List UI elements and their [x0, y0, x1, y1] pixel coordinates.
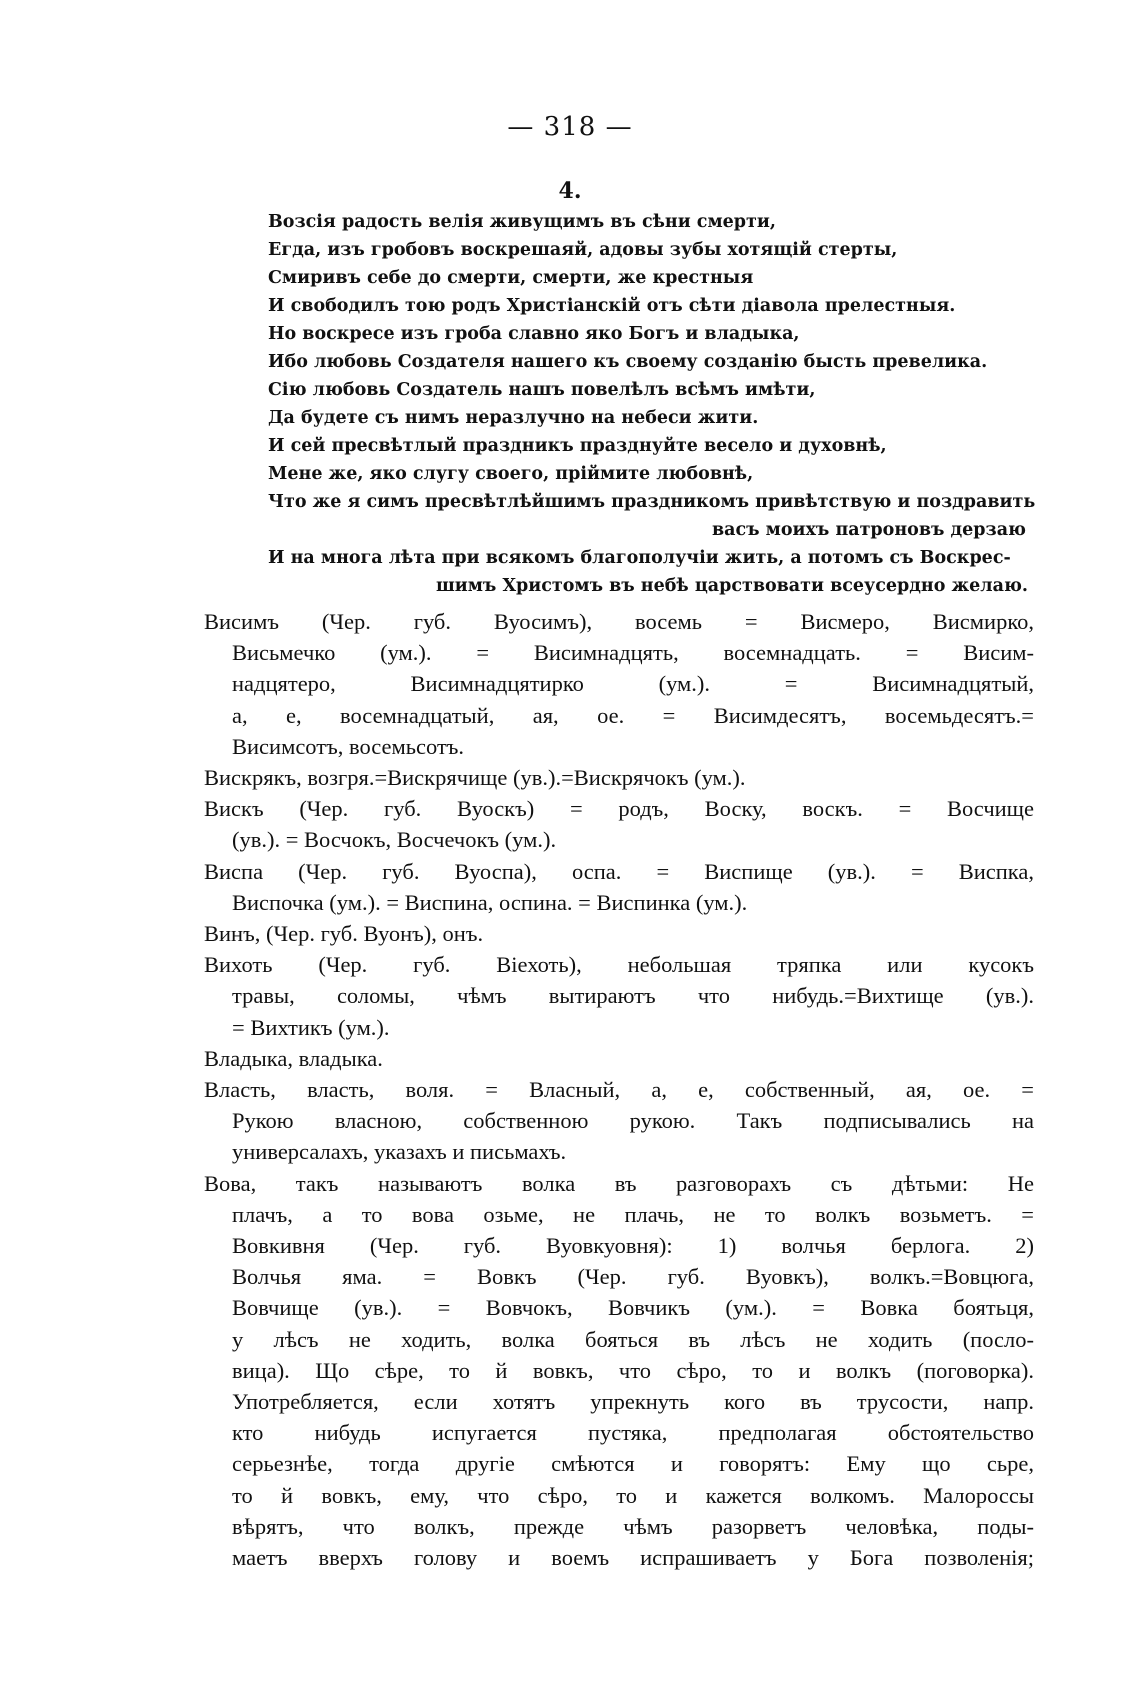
entry-line: Волчья яма. = Вовкъ (Чер. губ. Вуовкъ), волкъ.=Вовцюга, — [232, 1264, 1034, 1290]
entry-vikhot — [204, 949, 1034, 1043]
entry-visk — [204, 793, 1034, 855]
entry-visim — [204, 606, 1034, 762]
entry-line: плачъ, а то вова озьме, не плачь, не то волкъ возьметъ. = — [232, 1201, 1034, 1227]
poem-line: И на многа лѣта при всякомъ благополучіи жить, а потомъ съ Воскрес- — [268, 548, 1011, 568]
poem-line: Возсія радость велія живущимъ въ сѣни смерти, — [268, 212, 776, 232]
poem-line: шимъ Христомъ въ небѣ царствовати всеусердно желаю. — [435, 576, 1028, 596]
entry-line: травы, соломы, чѣмъ вытираютъ что нибудь.=Вихтище (ув.). — [232, 983, 1034, 1009]
entry-vladyka — [204, 1043, 1034, 1074]
entry-line: Власть, власть, воля. = Власный, а, е, собственный, ая, ое. = — [204, 1077, 1034, 1103]
entry-line: Вова, такъ называютъ волка въ разговорахъ съ дѣтьми: Не — [204, 1170, 1034, 1196]
entry-line: Виспа (Чер. губ. Вуоспа), оспа. = Виспище (ув.). = Виспка, — [204, 858, 1034, 884]
entry-line: (ув.). = Восчокъ, Восчечокъ (ум.). — [232, 827, 557, 853]
entry-vispa — [204, 856, 1034, 918]
entry-line: вица). Що сѣре, то й вовкъ, что сѣро, то и волкъ (поговорка). — [232, 1357, 1034, 1383]
poem-line: Егда, изъ гробовъ воскрешаяй, адовы зубы хотящій стерты, — [268, 240, 898, 260]
entry-line: Употребляется, если хотятъ упрекнуть кого въ трусости, напр. — [232, 1389, 1034, 1415]
entry-line: Вовчище (ув.). = Вовчокъ, Вовчикъ (ум.). = Вовка боятьця, — [232, 1295, 1034, 1321]
poem-line: Ибо любовь Создателя нашего къ своему созданію бысть превелика. — [268, 352, 988, 372]
entry-vin — [204, 918, 1034, 949]
entry-line: = Вихтикъ (ум.). — [232, 1014, 390, 1040]
entry-line: Вискъ (Чер. губ. Вуоскъ) = родъ, Воску, воскъ. = Восчище — [204, 796, 1034, 822]
poem-line: И свободилъ тою родъ Христіанскій отъ сѣти діавола прелестныя. — [268, 296, 956, 316]
entry-line: Висимсотъ, восемьсотъ. — [232, 733, 465, 759]
poem-line: Да будете съ нимъ неразлучно на небеси жити. — [268, 408, 759, 428]
entry-line: Висимъ (Чер. губ. Вуосимъ), восемь = Висмеро, Висмирко, — [204, 609, 1034, 634]
dictionary-entries — [204, 606, 1034, 1573]
poem — [268, 208, 1036, 600]
entry-line: Висьмечко (ум.). = Висимнадцять, восемнадцать. = Висим- — [232, 640, 1034, 666]
poem-line: Что же я симъ пресвѣтлѣйшимъ праздникомъ привѣтствую и поздравить — [268, 492, 1036, 512]
entry-vlast — [204, 1074, 1034, 1168]
poem-line: И сей пресвѣтлый праздникъ празднуйте весело и духовнѣ, — [268, 436, 887, 456]
entry-line: Рукою власною, собственною рукою. Такъ подписывались на — [232, 1108, 1034, 1134]
entry-line: серьезнѣе, тогда другіе смѣются и говорятъ: Ему що сьре, — [232, 1451, 1034, 1477]
poem-line: васъ моихъ патроновъ дерзаю — [711, 520, 1026, 540]
entry-vova — [204, 1168, 1034, 1574]
entry-line: у лѣсъ не ходить, волка бояться въ лѣсъ не ходить (посло- — [232, 1326, 1034, 1352]
entry-line: Вихоть (Чер. губ. Віехоть), небольшая тряпка или кусокъ — [204, 952, 1034, 978]
entry-line: кто нибудь испугается пустяка, предполагая обстоятельство — [232, 1420, 1034, 1446]
page-number: — 318 — — [507, 112, 633, 142]
entry-line: Владыка, владыка. — [204, 1045, 383, 1071]
entry-line: то й вовкъ, ему, что сѣро, то и кажется волкомъ. Малороссы — [232, 1482, 1034, 1508]
entry-line: а, е, восемнадцатый, ая, ое. = Висимдесятъ, восемьдесятъ.= — [232, 702, 1034, 728]
stanza-number: 4. — [558, 178, 582, 204]
entry-line: универсалахъ, указахъ и письмахъ. — [232, 1139, 567, 1165]
poem-line: Сію любовь Создатель нашъ повелѣлъ всѣмъ имѣти, — [268, 380, 816, 400]
entry-line: надцятеро, Висимнадцятирко (ум.). = Висимнадцятый, — [232, 671, 1034, 697]
entry-line: Вовкивня (Чер. губ. Вуовкуовня): 1) волчья берлога. 2) — [232, 1233, 1034, 1259]
entry-viskryak — [204, 762, 1034, 793]
entry-line: маетъ вверхъ голову и воемъ испрашиваетъ у Бога позволенія; — [232, 1545, 1034, 1571]
entry-line: Виспочка (ум.). = Виспина, оспина. = Виспинка (ум.). — [232, 889, 748, 915]
entry-line: Винъ, (Чер. губ. Вуонъ), онъ. — [204, 921, 484, 947]
entry-line: вѣрятъ, что волкъ, прежде чѣмъ разорветъ человѣка, поды- — [232, 1513, 1034, 1539]
poem-line: Но воскресе изъ гроба славно яко Богъ и владыка, — [268, 324, 800, 344]
poem-line: Мене же, яко слугу своего, пріймите любовнѣ, — [268, 464, 754, 484]
poem-line: Смиривъ себе до смерти, смерти, же крестныя — [268, 268, 754, 288]
entry-line: Вискрякъ, возгря.=Вискрячище (ув.).=Вискрячокъ (ум.). — [204, 765, 746, 791]
